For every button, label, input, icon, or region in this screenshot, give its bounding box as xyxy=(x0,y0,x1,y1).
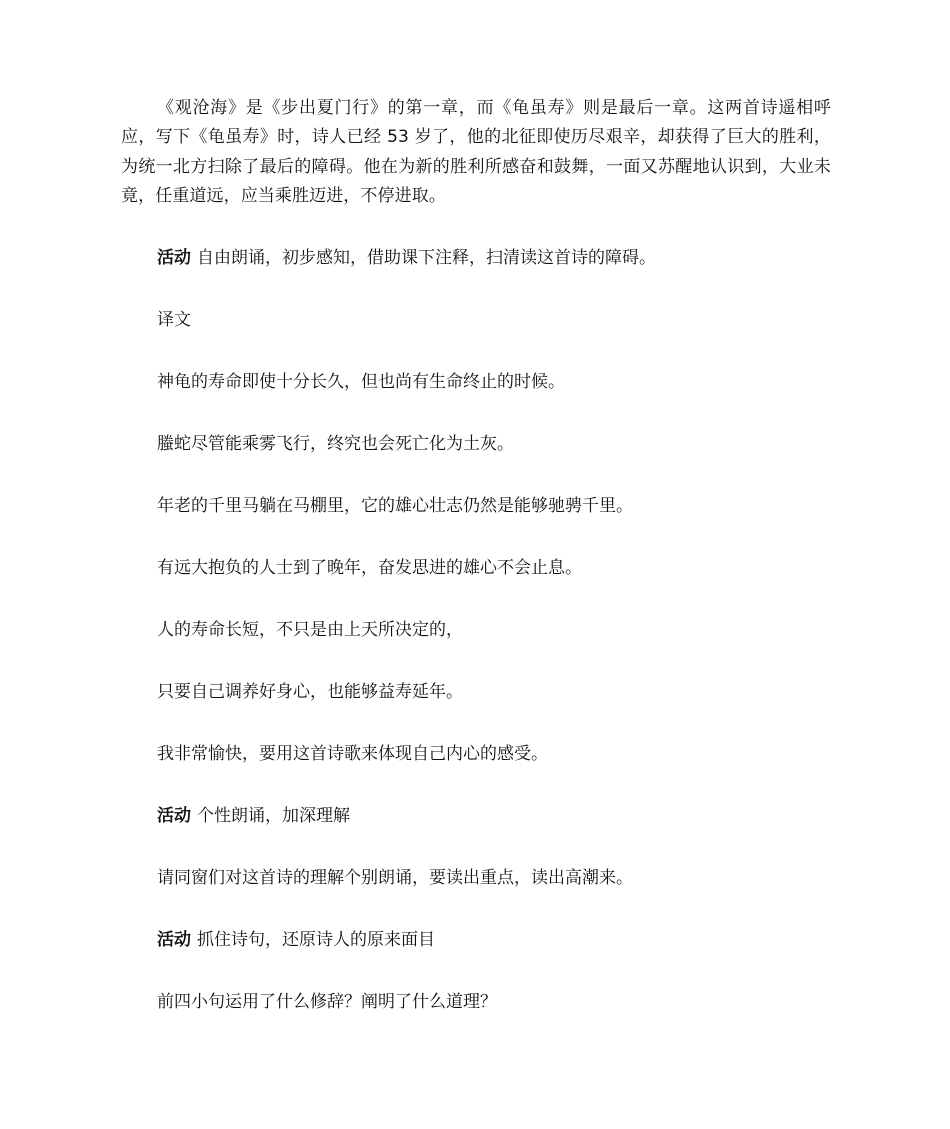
translation-line: 神龟的寿命即使十分长久，但也尚有生命终止的时候。 xyxy=(157,372,565,393)
activity-label: 活动 xyxy=(157,930,191,951)
activity-3 xyxy=(121,926,831,955)
activity-label: 活动 xyxy=(157,248,191,269)
activity-text: 个性朗诵，加深理解 xyxy=(197,806,350,827)
document-page xyxy=(121,94,831,1017)
activity-2 xyxy=(121,802,831,831)
activity-label: 活动 xyxy=(157,806,191,827)
intro-paragraph: 《观沧海》是《步出夏门行》的第一章，而《龟虽寿》则是最后一章。这两首诗遥相呼应，写下《龟虽寿》时，诗人已经 53 岁了，他的北征即使历尽艰辛，却获得了巨大的胜利，为统一北方扫除了最后的障碍。他在为新的胜利所感奋和鼓舞，一面又苏醒地认识到，大业未竟，任重道远，应当乘胜迈进，不停进取。 xyxy=(121,98,831,206)
translation-line: 只要自己调养好身心，也能够益寿延年。 xyxy=(157,682,463,703)
question: 前四小句运用了什么修辞？阐明了什么道理？ xyxy=(157,992,497,1013)
translation-line: 有远大抱负的人士到了晚年，奋发思进的雄心不会止息。 xyxy=(157,558,582,579)
translation-heading: 译文 xyxy=(157,310,191,331)
translation-line: 年老的千里马躺在马棚里，它的雄心壮志仍然是能够驰骋千里。 xyxy=(157,496,633,517)
translation-line: 螣蛇尽管能乘雾飞行，终究也会死亡化为土灰。 xyxy=(157,434,514,455)
activity-text: 自由朗诵，初步感知，借助课下注释，扫清读这首诗的障碍。 xyxy=(197,248,656,269)
translation-line: 人的寿命长短，不只是由上天所决定的， xyxy=(157,620,463,641)
translation-line: 我非常愉快，要用这首诗歌来体现自己内心的感受。 xyxy=(157,744,548,765)
activity-text: 抓住诗句，还原诗人的原来面目 xyxy=(197,930,435,951)
activity-2-detail: 请同窗们对这首诗的理解个别朗诵，要读出重点，读出高潮来。 xyxy=(157,868,633,889)
activity-1 xyxy=(121,244,831,273)
